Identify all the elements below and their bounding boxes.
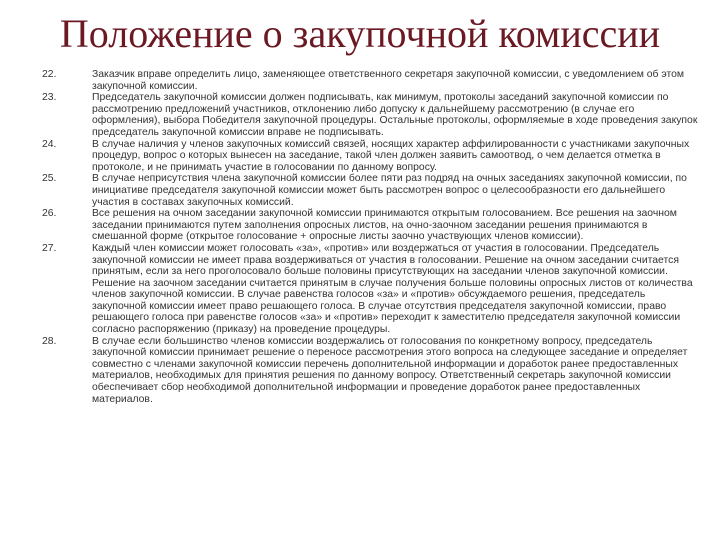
- item-number: 28.: [42, 335, 57, 347]
- list-item: [42, 92, 702, 138]
- item-number: 27.: [42, 242, 57, 254]
- item-text: В случае неприсутствия члена закупочной комиссии более пяти раз подряд на очных заседаниях закупочной комиссии, по инициативе председателя закупочной комиссии может быть рассмотрен вопрос о целесообразности его дальнейшего участия в составах закупочных комиссий.: [92, 173, 687, 208]
- item-text: Председатель закупочной комиссии должен подписывать, как минимум, протоколы заседаний закупочной комиссии по рассмотрению предложений участников, отклонению либо допуску к дальнейшему рассмотрению (в случае его оформления), выбора Победителя закупочной процедуры. Остальные протоколы, оформляемые в ходе проведения закупок председатель закупочной комиссии вправе не подписывать.: [92, 92, 698, 138]
- list-item: [42, 173, 702, 208]
- item-text: Заказчик вправе определить лицо, заменяющее ответственного секретаря закупочной комиссии, с уведомлением об этом закупочной комиссии.: [92, 69, 685, 92]
- item-number: 24.: [42, 138, 57, 150]
- list-item: [42, 139, 702, 174]
- list-item: [42, 69, 702, 92]
- item-number: 26.: [42, 208, 57, 220]
- item-text: В случае если большинство членов комиссии воздержались от голосования по конкретному вопросу, председатель закупочной комиссии принимает решение о переносе рассмотрения этого вопроса на следующее заседание и определяет совместно с членами закупочной комиссии перечень дополнительной информации и доработок ранее предоставленных материалов, необходимых для принятия решения по данному вопросу. Ответственный секретарь закупочной комиссии обеспечивает сбор необходимой дополнительной информации и проведение доработок ранее предоставленных материалов.: [92, 335, 688, 405]
- item-number: 22.: [42, 69, 57, 80]
- regulation-list: [42, 69, 702, 405]
- item-number: 23.: [42, 92, 57, 104]
- list-item: [42, 243, 702, 336]
- item-text: Каждый член комиссии может голосовать «за», «против» или воздержаться от участия в голосовании. Председатель закупочной комиссии не имеет права воздерживаться от участия в голосовании. Решение на очном заседании считается принятым, если за него проголосовало больше половины присутствующих на заседании членов закупочной комиссии. Решение на заочном заседании считается принятым в случае получения больше половины опросных листов от количества членов закупочной комиссии. В случае равенства голосов «за» и «против» обсуждаемого решения, председатель закупочной комиссии имеет право решающего голоса. В случае отсутствия председателя закупочной комиссии, право решающего голоса при равенстве голосов «за» и «против» переходит к заместителю председателя закупочной комиссии согласно распоряжению (приказу) на проведение процедуры.: [92, 242, 693, 336]
- page-title: Положение о закупочной комиссии: [59, 11, 661, 56]
- item-text: В случае наличия у членов закупочных комиссий связей, носящих характер аффилированности с участниками закупочных процедур, вопрос о которых вынесен на заседание, такой член должен заявить самоотвод, о чем делается отметка в протоколе, и не принимать участие в голосовании по данному вопросу.: [92, 138, 690, 173]
- item-number: 25.: [42, 173, 57, 185]
- item-text: Все решения на очном заседании закупочной комиссии принимаются открытым голосованием. Все решения на заочном заседании принимаются путем заполнения опросных листов, на очно-заочном заседании решения принимаются в смешанной форме (открытое голосование + опросные листы заочно участвующих членов комиссии).: [92, 208, 677, 243]
- list-item: [42, 336, 702, 406]
- list-item: [42, 208, 702, 243]
